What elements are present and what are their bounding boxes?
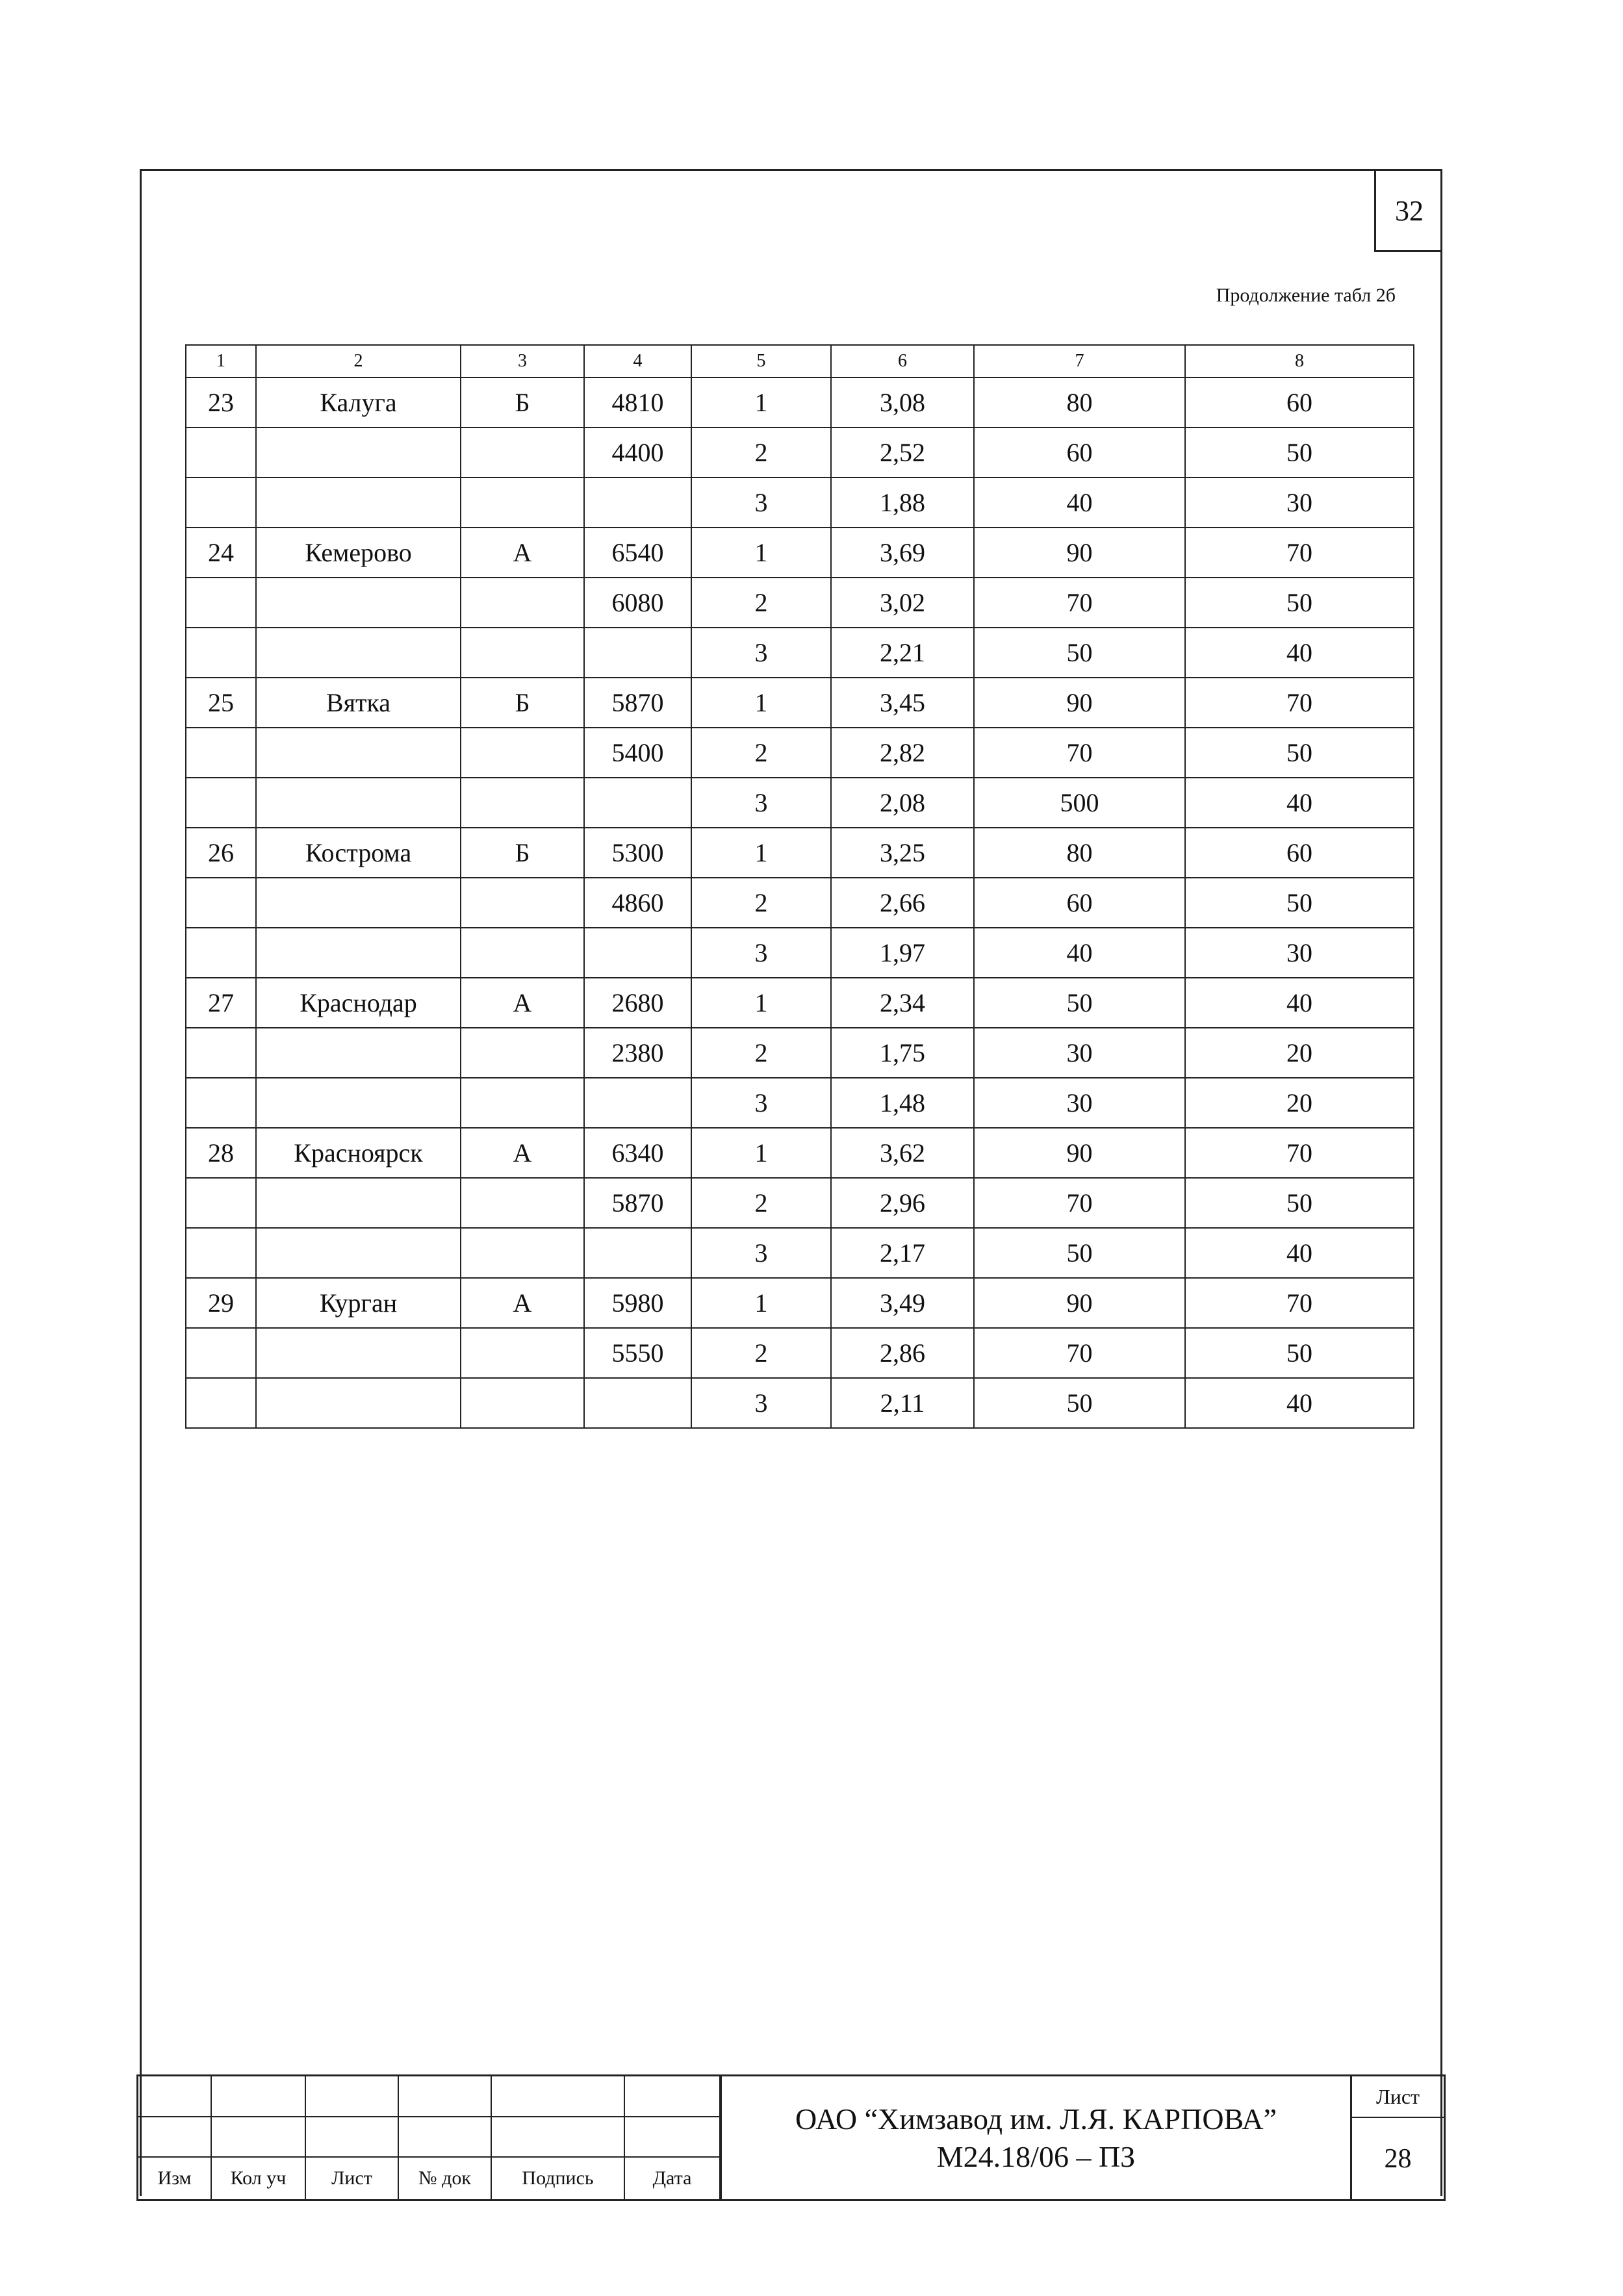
table-cell: 40 [1185, 978, 1414, 1028]
table-cell [461, 1378, 584, 1428]
table-cell: 1,75 [831, 1028, 974, 1078]
column-number: 6 [831, 345, 974, 377]
table-cell: 50 [974, 1378, 1185, 1428]
table-cell [186, 928, 256, 978]
table-cell: 3 [691, 1378, 831, 1428]
table-cell: 30 [974, 1028, 1185, 1078]
grid-cell [624, 2076, 720, 2117]
table-cell [186, 478, 256, 528]
table-cell: Красноярск [256, 1128, 461, 1178]
table-cell [186, 1078, 256, 1128]
table-cell: 27 [186, 978, 256, 1028]
table-cell [256, 1228, 461, 1278]
sheet-box [1350, 2076, 1444, 2199]
table-row [186, 828, 1414, 878]
table-cell: 60 [1185, 377, 1414, 427]
table-cell: Курган [256, 1278, 461, 1328]
table-cell: 80 [974, 377, 1185, 427]
table-cell [461, 578, 584, 628]
table-cell: 1 [691, 1278, 831, 1328]
table-cell [186, 878, 256, 928]
table-cell: 90 [974, 1128, 1185, 1178]
table-cell [186, 427, 256, 478]
table-row [186, 1328, 1414, 1378]
table-cell: 3,69 [831, 528, 974, 578]
table-cell: 40 [1185, 1228, 1414, 1278]
table-cell [461, 427, 584, 478]
table-cell: 40 [974, 478, 1185, 528]
table-cell [256, 1328, 461, 1378]
column-number: 4 [584, 345, 691, 377]
grid-cell [211, 2117, 305, 2157]
table-cell: 70 [1185, 1128, 1414, 1178]
table-cell [461, 1178, 584, 1228]
table-cell [584, 1378, 691, 1428]
table-cell: 2 [691, 427, 831, 478]
label-list: Лист [305, 2157, 398, 2199]
table-cell [256, 928, 461, 978]
organization-name: ОАО “Химзавод им. Л.Я. КАРПОВА” [795, 2102, 1277, 2136]
grid-cell [491, 2117, 624, 2157]
table-cell [461, 928, 584, 978]
table-cell: 20 [1185, 1028, 1414, 1078]
table-cell [584, 1078, 691, 1128]
table-cell [186, 728, 256, 778]
title-block-center [720, 2076, 1350, 2199]
table-cell: 6540 [584, 528, 691, 578]
table-cell: 2 [691, 1178, 831, 1228]
table-cell: 3 [691, 628, 831, 678]
grid-cell [305, 2117, 398, 2157]
table-cell: А [461, 528, 584, 578]
column-number-row [186, 345, 1414, 377]
table-cell: А [461, 1128, 584, 1178]
table-row [186, 678, 1414, 728]
table-cell [186, 778, 256, 828]
table-cell [256, 478, 461, 528]
table-row [186, 928, 1414, 978]
table-row [186, 728, 1414, 778]
table-cell: 1 [691, 828, 831, 878]
table-cell: 25 [186, 678, 256, 728]
table-cell: 1,48 [831, 1078, 974, 1128]
column-number: 2 [256, 345, 461, 377]
grid-cell [305, 2076, 398, 2117]
grid-cell [491, 2076, 624, 2117]
table-row [186, 1028, 1414, 1078]
table-row [186, 1278, 1414, 1328]
table-cell: 26 [186, 828, 256, 878]
table-cell: 28 [186, 1128, 256, 1178]
table-cell: 60 [974, 878, 1185, 928]
table-cell: 50 [1185, 427, 1414, 478]
table-row [186, 1178, 1414, 1228]
table-cell [584, 478, 691, 528]
table-cell: 2,82 [831, 728, 974, 778]
table-row [186, 1078, 1414, 1128]
table-cell: 90 [974, 1278, 1185, 1328]
table-cell: 3 [691, 1228, 831, 1278]
table-cell: 70 [1185, 678, 1414, 728]
table-cell [186, 628, 256, 678]
grid-cell [398, 2076, 491, 2117]
table-cell [186, 578, 256, 628]
table-cell: 5870 [584, 678, 691, 728]
table-cell [256, 878, 461, 928]
table-cell: 1 [691, 1128, 831, 1178]
label-date: Дата [624, 2157, 720, 2199]
table-cell: 70 [974, 1328, 1185, 1378]
title-block [136, 2074, 1446, 2201]
table-cell [186, 1378, 256, 1428]
table-cell: 2 [691, 1028, 831, 1078]
sheet-label: Лист [1352, 2076, 1444, 2118]
table-cell: 50 [1185, 1328, 1414, 1378]
table-cell: 5400 [584, 728, 691, 778]
table-cell: 3,02 [831, 578, 974, 628]
table-row [186, 578, 1414, 628]
table-cell [461, 1328, 584, 1378]
table-cell [256, 427, 461, 478]
table-cell [461, 1078, 584, 1128]
table-cell: 2,52 [831, 427, 974, 478]
table-cell: 2,08 [831, 778, 974, 828]
table-cell [256, 578, 461, 628]
table-cell [584, 1228, 691, 1278]
table-cell [256, 778, 461, 828]
table-cell: 5980 [584, 1278, 691, 1328]
table-cell [256, 728, 461, 778]
table-cell: 5870 [584, 1178, 691, 1228]
table-cell: Кемерово [256, 528, 461, 578]
table-cell [461, 628, 584, 678]
table-cell: 23 [186, 377, 256, 427]
table-cell: 4860 [584, 878, 691, 928]
table-cell [584, 628, 691, 678]
table-cell: 4400 [584, 427, 691, 478]
table-cell: 3 [691, 778, 831, 828]
table-cell [256, 628, 461, 678]
table-cell: 30 [1185, 928, 1414, 978]
grid-cell [138, 2076, 211, 2117]
column-number: 3 [461, 345, 584, 377]
revision-grid [138, 2076, 721, 2199]
table-cell: 90 [974, 528, 1185, 578]
table-cell: 6340 [584, 1128, 691, 1178]
table-cell: 2 [691, 878, 831, 928]
table-row [186, 878, 1414, 928]
sheet-number: 28 [1384, 2143, 1412, 2174]
table-cell [256, 1378, 461, 1428]
grid-cell [398, 2117, 491, 2157]
table-cell: 40 [1185, 1378, 1414, 1428]
label-doc-no: № док [398, 2157, 491, 2199]
table-cell [256, 1178, 461, 1228]
table-cell: 1 [691, 528, 831, 578]
table-cell: 2,17 [831, 1228, 974, 1278]
table-cell: 50 [1185, 1178, 1414, 1228]
grid-cell [138, 2117, 211, 2157]
table-cell: 50 [1185, 878, 1414, 928]
table-cell [461, 778, 584, 828]
table-cell: 30 [974, 1078, 1185, 1128]
table-cell: 2,11 [831, 1378, 974, 1428]
table-cell: 3,08 [831, 377, 974, 427]
table-cell: 2 [691, 1328, 831, 1378]
table-cell: 70 [1185, 528, 1414, 578]
table-cell: 2,34 [831, 978, 974, 1028]
table-cell: 3 [691, 1078, 831, 1128]
table-cell [584, 778, 691, 828]
table-cell: 80 [974, 828, 1185, 878]
table-cell: 3 [691, 928, 831, 978]
table-cell: Б [461, 678, 584, 728]
column-number: 7 [974, 345, 1185, 377]
table-caption: Продолжение табл 2б [1216, 285, 1396, 306]
table-cell [461, 478, 584, 528]
table-cell: 1 [691, 678, 831, 728]
table-cell: 60 [974, 427, 1185, 478]
table-row [186, 1128, 1414, 1178]
table-cell: 5550 [584, 1328, 691, 1378]
table-cell [256, 1028, 461, 1078]
table-cell: 50 [1185, 578, 1414, 628]
table-cell: 90 [974, 678, 1185, 728]
table-cell: 50 [974, 1228, 1185, 1278]
table-cell: 50 [974, 978, 1185, 1028]
table-cell: 70 [1185, 1278, 1414, 1328]
table-cell [186, 1028, 256, 1078]
table-cell: Кострома [256, 828, 461, 878]
table-cell: 50 [974, 628, 1185, 678]
table-cell [461, 1228, 584, 1278]
table-row [186, 1228, 1414, 1278]
table-cell: 2,86 [831, 1328, 974, 1378]
grid-cell [624, 2117, 720, 2157]
table-cell: 24 [186, 528, 256, 578]
table-cell: 40 [1185, 778, 1414, 828]
table-cell: 3 [691, 478, 831, 528]
table-cell: 5300 [584, 828, 691, 878]
table-cell: 30 [1185, 478, 1414, 528]
table-row [186, 1378, 1414, 1428]
table-cell: 70 [974, 728, 1185, 778]
table-row [186, 478, 1414, 528]
table-cell: Вятка [256, 678, 461, 728]
table-row [186, 377, 1414, 427]
table-cell: 3,45 [831, 678, 974, 728]
column-number: 8 [1185, 345, 1414, 377]
table-row [186, 778, 1414, 828]
table-row [186, 427, 1414, 478]
table-cell [186, 1178, 256, 1228]
table-cell: 2 [691, 578, 831, 628]
table-cell: 3,49 [831, 1278, 974, 1328]
table-cell: 29 [186, 1278, 256, 1328]
table-cell: Краснодар [256, 978, 461, 1028]
grid-cell [211, 2076, 305, 2117]
table-cell: 1,97 [831, 928, 974, 978]
table-cell [584, 928, 691, 978]
table-cell: 2380 [584, 1028, 691, 1078]
table-cell: 2,66 [831, 878, 974, 928]
table-cell: 20 [1185, 1078, 1414, 1128]
table-cell: 6080 [584, 578, 691, 628]
table-cell: 1 [691, 377, 831, 427]
label-izm: Изм [138, 2157, 211, 2199]
table-cell: 70 [974, 578, 1185, 628]
table-row [186, 978, 1414, 1028]
table-cell [461, 878, 584, 928]
table-cell: 1 [691, 978, 831, 1028]
document-code: М24.18/06 – ПЗ [936, 2139, 1136, 2173]
table-row [186, 528, 1414, 578]
label-signature: Подпись [491, 2157, 624, 2199]
table-cell [256, 1078, 461, 1128]
table-cell: 60 [1185, 828, 1414, 878]
table-cell: 4810 [584, 377, 691, 427]
page-number: 32 [1374, 171, 1442, 252]
table-cell: 500 [974, 778, 1185, 828]
table-cell: 50 [1185, 728, 1414, 778]
table-cell: Б [461, 377, 584, 427]
table-cell: 3,25 [831, 828, 974, 878]
table-cell: 40 [1185, 628, 1414, 678]
data-table [185, 344, 1414, 1429]
table-cell: 2 [691, 728, 831, 778]
table-cell: 2,21 [831, 628, 974, 678]
table-cell: А [461, 978, 584, 1028]
table-cell: 2680 [584, 978, 691, 1028]
table-cell: 3,62 [831, 1128, 974, 1178]
table-cell [186, 1328, 256, 1378]
table-row [186, 628, 1414, 678]
table-cell: А [461, 1278, 584, 1328]
table-cell [461, 1028, 584, 1078]
table-cell: 2,96 [831, 1178, 974, 1228]
table-cell [186, 1228, 256, 1278]
table-cell [461, 728, 584, 778]
table-cell: 1,88 [831, 478, 974, 528]
table-cell: 40 [974, 928, 1185, 978]
column-number: 5 [691, 345, 831, 377]
table-cell: Б [461, 828, 584, 878]
label-kol-uch: Кол уч [211, 2157, 305, 2199]
column-number: 1 [186, 345, 256, 377]
table-cell: Калуга [256, 377, 461, 427]
table-cell: 70 [974, 1178, 1185, 1228]
